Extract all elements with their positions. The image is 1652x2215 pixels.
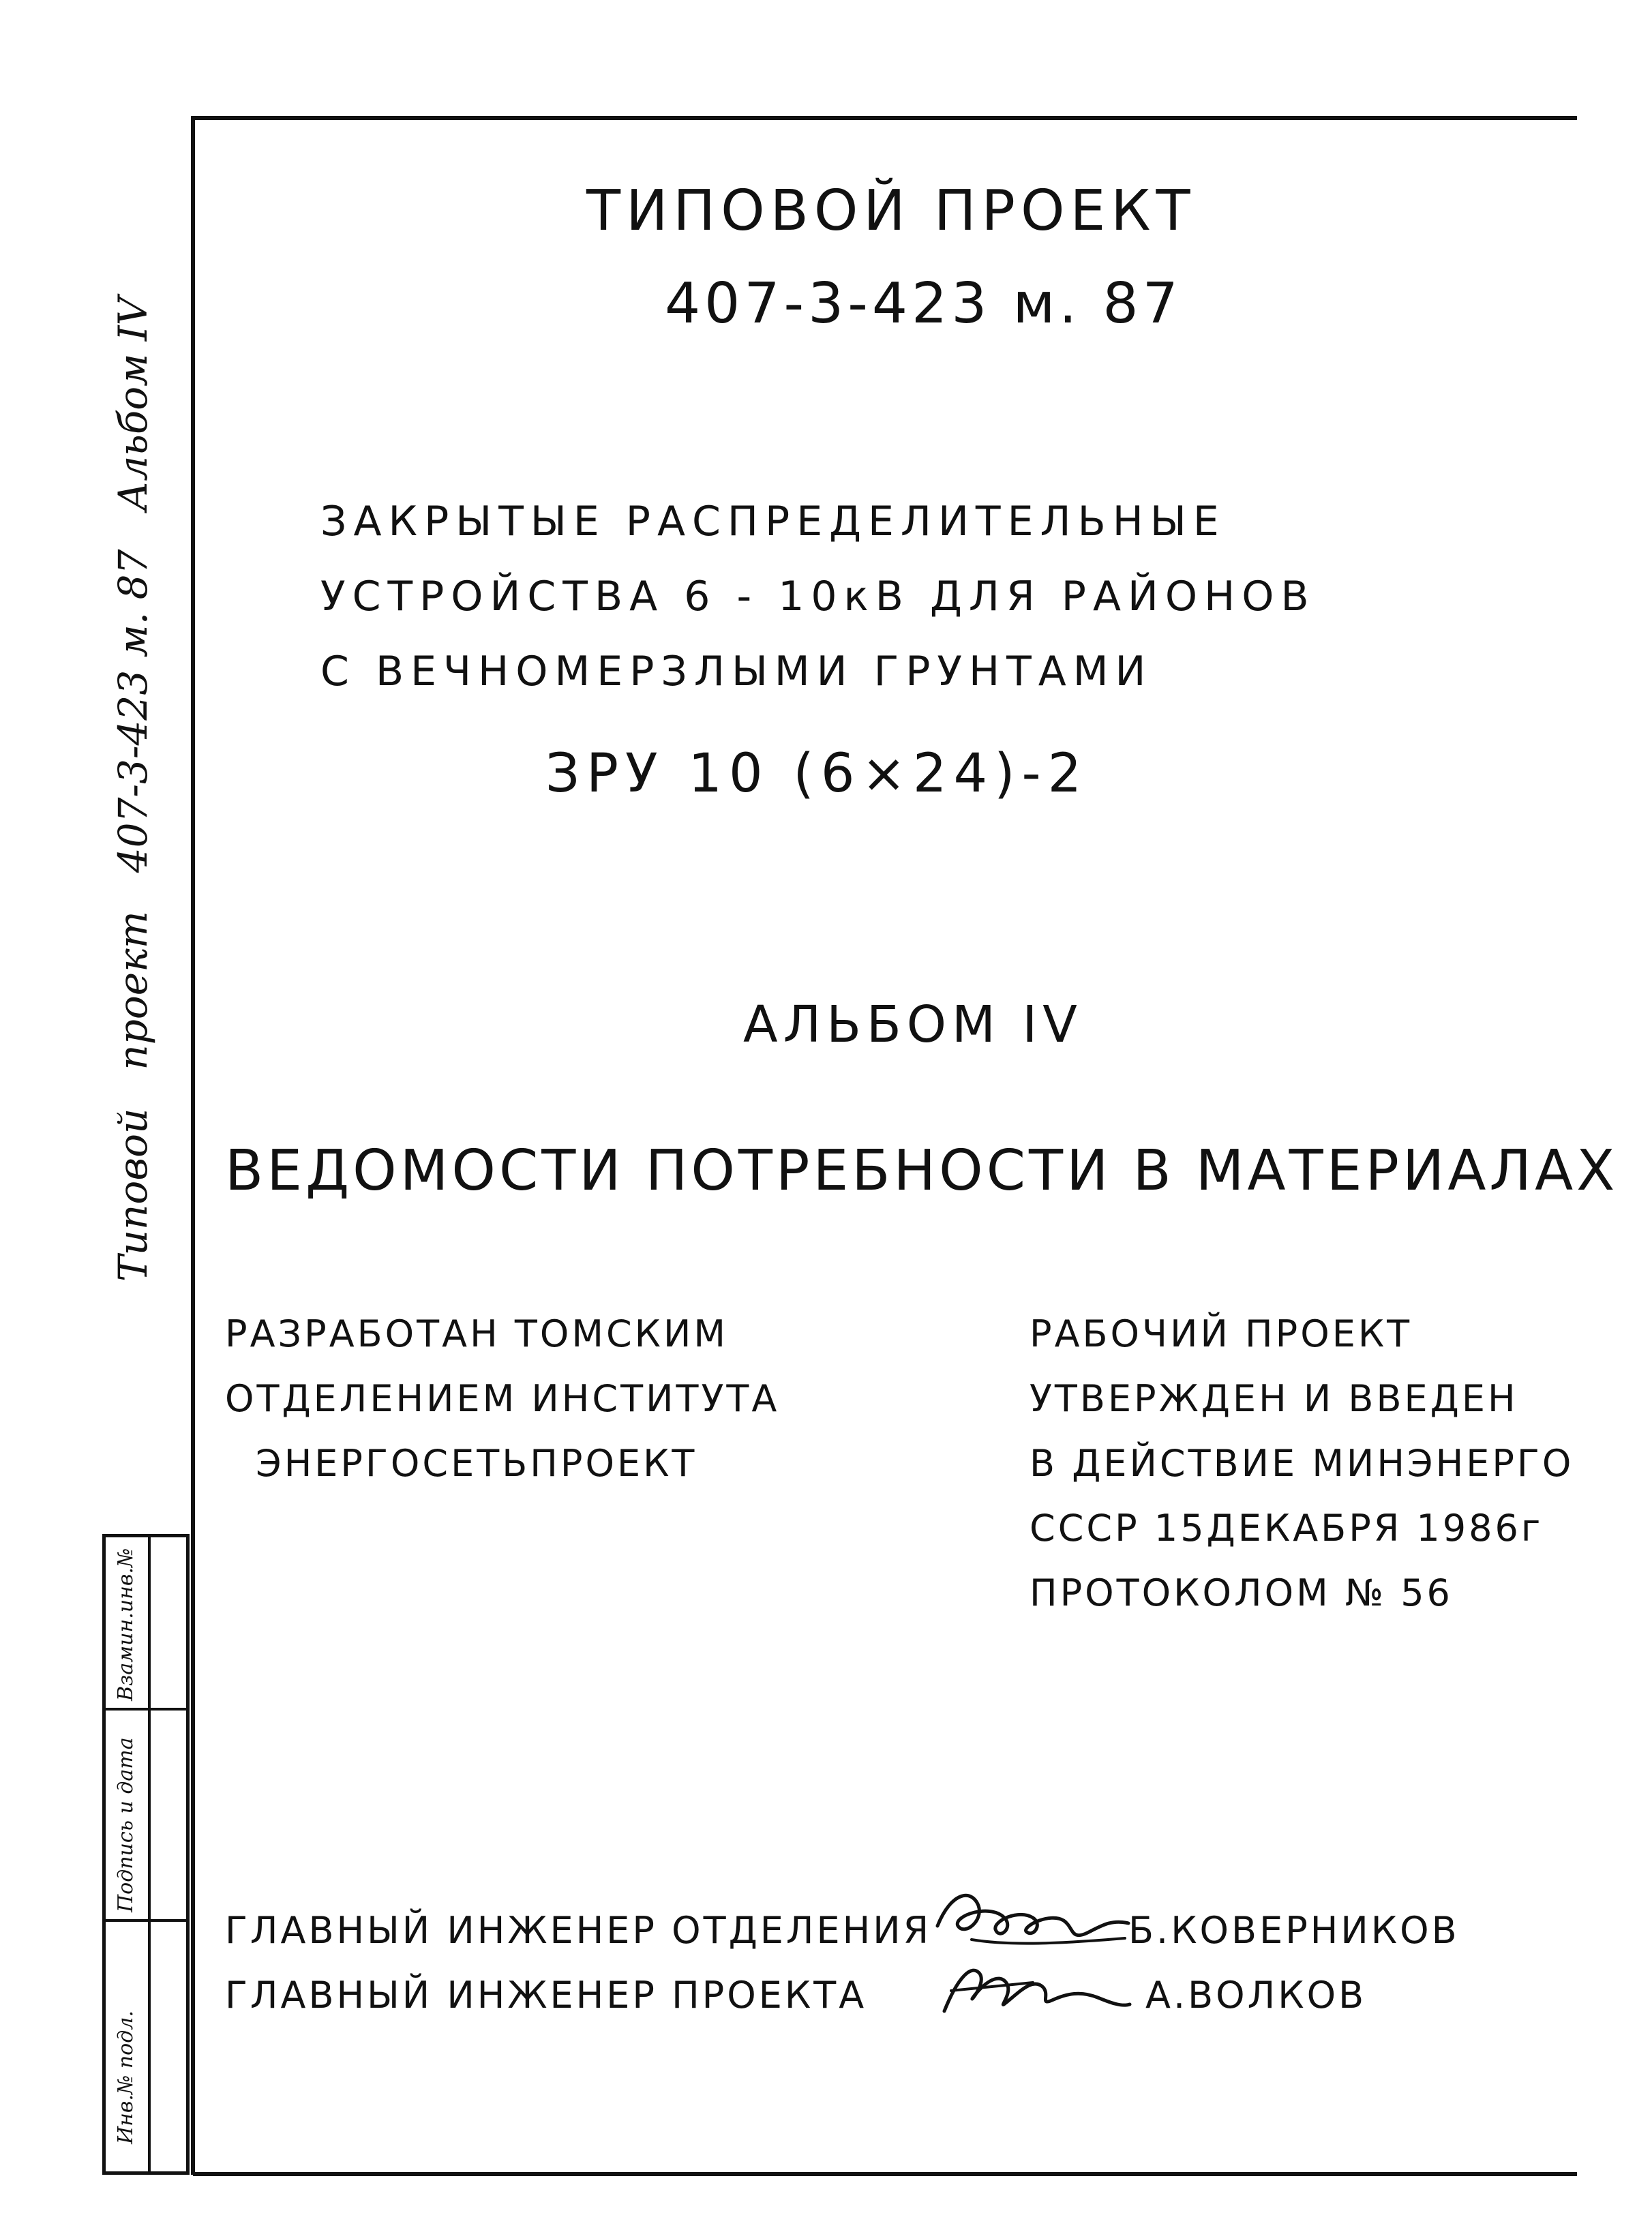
side-label — [95, 218, 170, 1282]
developer-line1: РАЗРАБОТАН ТОМСКИМ — [225, 1312, 728, 1355]
project-name-line2: УСТРОЙСТВА 6 - 10кВ ДЛЯ РАЙОНОВ — [320, 573, 1316, 620]
frame-bottom-border — [193, 2172, 1577, 2176]
side-label-part3: 407-3-423 м. 87 — [110, 549, 156, 873]
signatory-name-1: Б.КОВЕРНИКОВ — [1128, 1909, 1460, 1952]
approval-line2: УТВЕРЖДЕН И ВВЕДЕН — [1030, 1377, 1518, 1420]
handwritten-signature-1 — [931, 1878, 1135, 1953]
approval-line5: ПРОТОКОЛОМ № 56 — [1030, 1571, 1453, 1614]
project-name-line3: С ВЕЧНОМЕРЗЛЫМИ ГРУНТАМИ — [320, 648, 1153, 695]
signatory-role-2: ГЛАВНЫЙ ИНЖЕНЕР ПРОЕКТА — [225, 1974, 867, 2017]
frame-top-border — [193, 116, 1577, 120]
stamp-column-divider — [148, 1537, 151, 2171]
side-label-part4: Альбом IV — [110, 297, 156, 511]
stamp-inv-replacement: Взамин.инв.№ — [114, 1548, 138, 1701]
side-label-part2: проект — [110, 911, 156, 1070]
approval-line3: В ДЕЙСТВИЕ МИНЭНЕРГО — [1030, 1442, 1574, 1485]
album-number: АЛЬБОМ IV — [743, 995, 1083, 1054]
document-type-title: ТИПОВОЙ ПРОЕКТ — [586, 179, 1196, 243]
approval-stamp — [102, 1534, 190, 2175]
frame-left-border — [191, 116, 195, 2175]
equipment-code: ЗРУ 10 (6×24)-2 — [545, 743, 1089, 804]
project-number: 407-3-423 м. 87 — [665, 271, 1182, 336]
side-label-part1: Типовой — [110, 1108, 156, 1282]
developer-line3: ЭНЕРГОСЕТЬПРОЕКТ — [256, 1442, 697, 1485]
stamp-signature-date: Подпись и дата — [114, 1737, 138, 1912]
developer-line2: ОТДЕЛЕНИЕМ ИНСТИТУТА — [225, 1377, 780, 1420]
stamp-row-divider — [106, 1919, 186, 1922]
album-subject: ВЕДОМОСТИ ПОТРЕБНОСТИ В МАТЕРИАЛАХ — [225, 1139, 1619, 1203]
approval-line1: РАБОЧИЙ ПРОЕКТ — [1030, 1312, 1413, 1355]
signatory-name-2: А.ВОЛКОВ — [1145, 1974, 1367, 2017]
approval-line4: СССР 15ДЕКАБРЯ 1986г — [1030, 1507, 1544, 1550]
handwritten-signature-2 — [931, 1950, 1135, 2025]
stamp-inv-original: Инв.№ подл. — [114, 2010, 138, 2144]
signatory-role-1: ГЛАВНЫЙ ИНЖЕНЕР ОТДЕЛЕНИЯ — [225, 1909, 932, 1952]
project-name-line1: ЗАКРЫТЫЕ РАСПРЕДЕЛИТЕЛЬНЫЕ — [320, 498, 1226, 545]
stamp-row-divider — [106, 1708, 186, 1711]
